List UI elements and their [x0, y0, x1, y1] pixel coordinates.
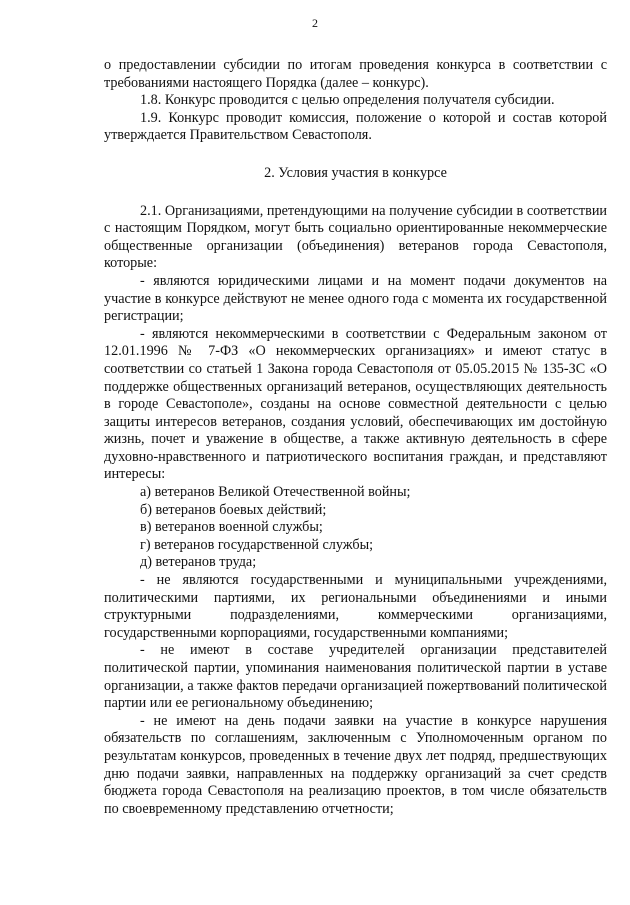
condition-no-party: - не имеют в составе учредителей организации представителей политической партии, упоминания наименования политической партии в уставе организации, а также фактов передачи организацией пожертвований политической партии или ее региональному объединению;: [104, 642, 607, 712]
list-item-e: д) ветеранов труда;: [140, 554, 257, 571]
document-body: [104, 57, 607, 818]
section-heading: 2. Условия участия в конкурсе: [264, 164, 447, 181]
condition-non-commercial: - являются некоммерческими в соответствии с Федеральным законом от 12.01.1996 № 7-ФЗ «О некоммерческих организациях» и имеют статус в соответствии со статьей 1 Закона города Севастополя от 05.05.2015 № 135-ЗС «О поддержке общественных организаций ветеранов, осуществляющих деятельность в городе Севастополе», созданы на основе совместной деятельности с целью защиты интересов ветеранов, создания условий, обеспечивающих им достойную жизнь, почет и уважение в обществе, а также активную деятельность в сфере духовно-нравственного и патриотического воспитания граждан, и представляют интересы:: [104, 325, 607, 483]
paragraph-continuation: о предоставлении субсидии по итогам проведения конкурса в соответствии с требованиями настоящего Порядка (далее – конкурс).: [104, 57, 607, 91]
list-item-c: в) ветеранов военной службы;: [140, 519, 323, 536]
page-number: 2: [312, 16, 318, 30]
clause-2-1: 2.1. Организациями, претендующими на получение субсидии в соответствии с настоящим Порядком, могут быть социально ориентированные некоммерческие общественные организации (объединения) ветеранов города Севастополя, которые:: [104, 202, 607, 272]
clause-1-9: 1.9. Конкурс проводит комиссия, положение о которой и состав которой утверждается Правительством Севастополя.: [104, 109, 607, 144]
condition-not-state: - не являются государственными и муниципальными учреждениями, политическими партиями, их региональными объединениями и иными структурными подразделениями, коммерческими организациями, государственными корпорациями, государственными компаниями;: [104, 572, 607, 641]
condition-no-violations: - не имеют на день подачи заявки на участие в конкурсе нарушения обязательств по соглашениям, заключенным с Уполномоченным органом по результатам конкурсов, проведенных в течение двух лет подряд, предшествующих дню подачи заявки, направленных на поддержку организаций за счет средств бюджета города Севастополя на реализацию проектов, в том числе обязательств по своевременному представлению отчетности;: [104, 712, 607, 817]
list-item-d: г) ветеранов государственной службы;: [140, 536, 374, 553]
clause-1-8: 1.8. Конкурс проводится с целью определения получателя субсидии.: [140, 92, 555, 109]
list-item-b: б) ветеранов боевых действий;: [140, 501, 327, 518]
list-item-a: а) ветеранов Великой Отечественной войны;: [140, 484, 411, 501]
condition-legal-entity: - являются юридическими лицами и на момент подачи документов на участие в конкурсе действуют не менее одного года с момента их государственной регистрации;: [104, 272, 607, 325]
